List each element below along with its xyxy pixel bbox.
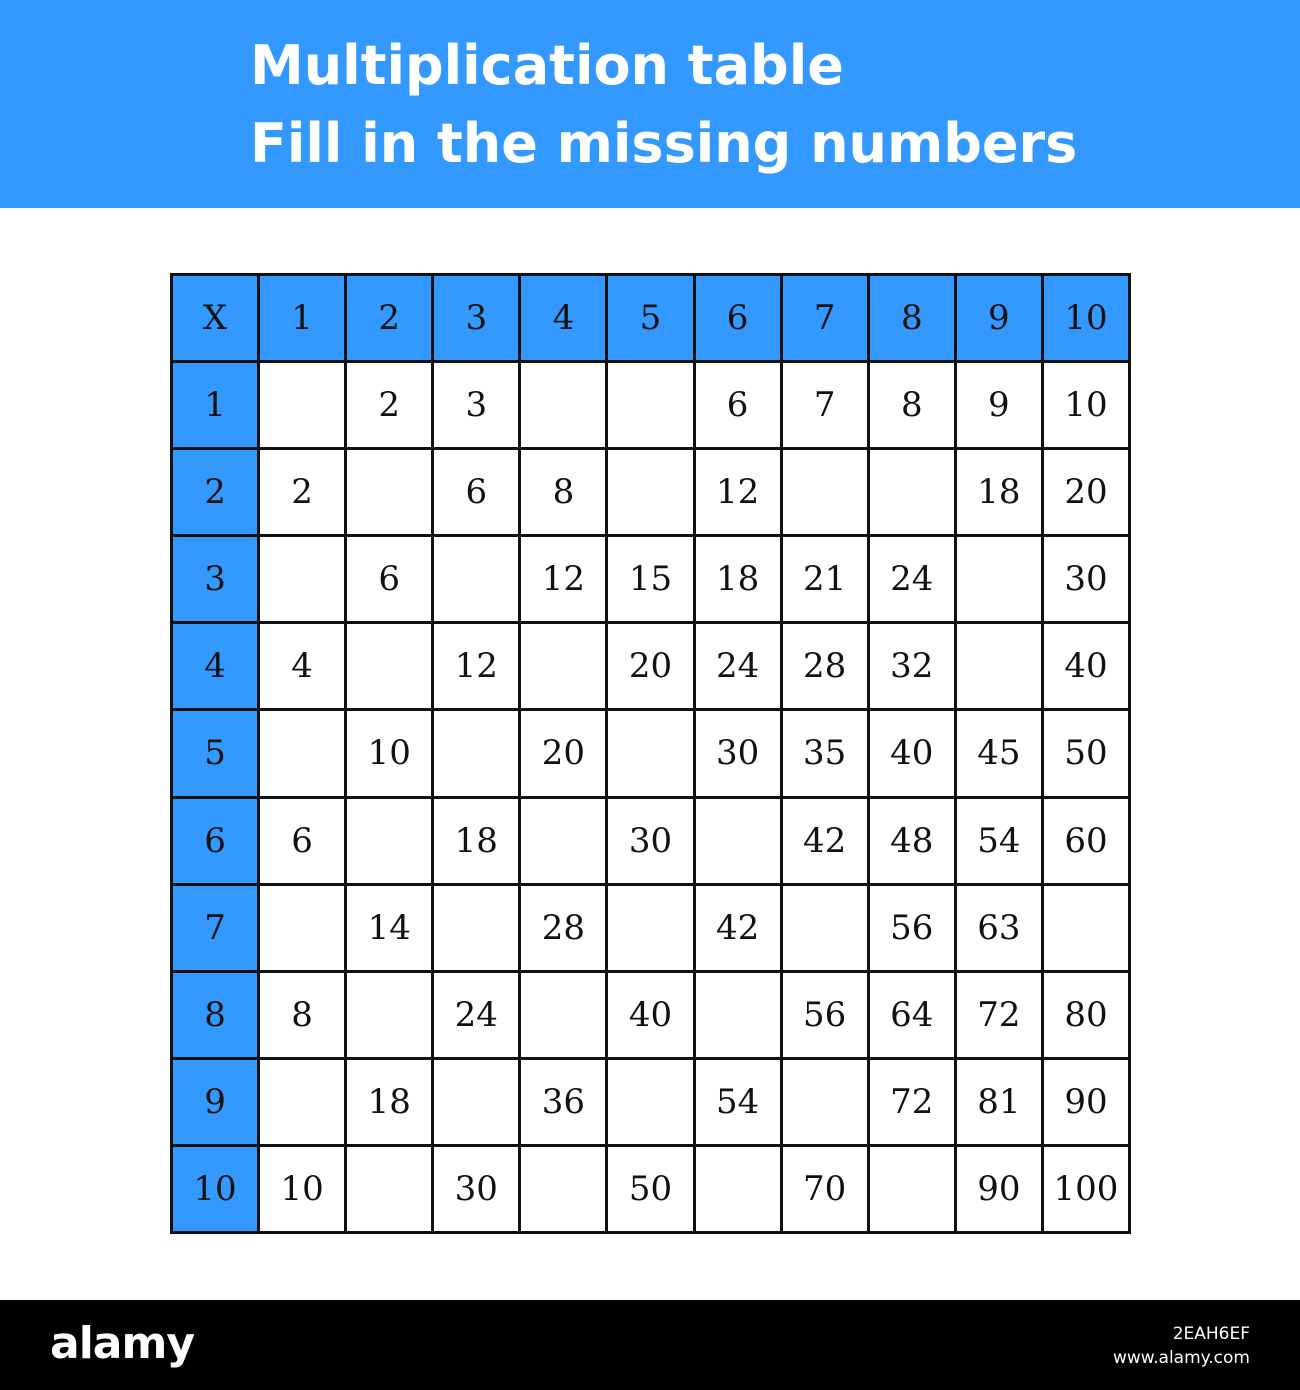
title-line-2: Fill in the missing numbers [250, 112, 1078, 175]
product-cell: 72 [870, 1060, 954, 1144]
product-cell: 8 [260, 973, 344, 1057]
product-cell: 32 [870, 624, 954, 708]
product-cell: 45 [957, 711, 1041, 795]
product-cell: 28 [783, 624, 867, 708]
product-cell: 2 [260, 450, 344, 534]
product-cell: 40 [1044, 624, 1128, 708]
product-cell: 28 [521, 886, 605, 970]
column-header: 9 [957, 276, 1041, 360]
product-cell: 21 [783, 537, 867, 621]
product-cell: 4 [260, 624, 344, 708]
product-cell: 8 [521, 450, 605, 534]
product-cell: 30 [608, 799, 692, 883]
row-header: 5 [173, 711, 257, 795]
blank-answer-cell[interactable] [696, 799, 780, 883]
column-header: 8 [870, 276, 954, 360]
blank-answer-cell[interactable] [608, 450, 692, 534]
product-cell: 60 [1044, 799, 1128, 883]
product-cell: 100 [1044, 1147, 1128, 1231]
blank-answer-cell[interactable] [521, 973, 605, 1057]
product-cell: 36 [521, 1060, 605, 1144]
blank-answer-cell[interactable] [260, 1060, 344, 1144]
product-cell: 7 [783, 363, 867, 447]
blank-answer-cell[interactable] [521, 1147, 605, 1231]
product-cell: 6 [347, 537, 431, 621]
column-header: 2 [347, 276, 431, 360]
product-cell: 18 [434, 799, 518, 883]
row-header: 10 [173, 1147, 257, 1231]
product-cell: 50 [1044, 711, 1128, 795]
product-cell: 8 [870, 363, 954, 447]
row-header: 7 [173, 886, 257, 970]
product-cell: 24 [696, 624, 780, 708]
product-cell: 20 [521, 711, 605, 795]
product-cell: 15 [608, 537, 692, 621]
blank-answer-cell[interactable] [783, 886, 867, 970]
product-cell: 40 [608, 973, 692, 1057]
alamy-logo: alamy [50, 1318, 194, 1369]
row-header: 2 [173, 450, 257, 534]
product-cell: 18 [696, 537, 780, 621]
blank-answer-cell[interactable] [608, 886, 692, 970]
blank-answer-cell[interactable] [434, 537, 518, 621]
blank-answer-cell[interactable] [521, 624, 605, 708]
product-cell: 6 [696, 363, 780, 447]
product-cell: 9 [957, 363, 1041, 447]
product-cell: 3 [434, 363, 518, 447]
blank-answer-cell[interactable] [870, 450, 954, 534]
blank-answer-cell[interactable] [347, 799, 431, 883]
product-cell: 70 [783, 1147, 867, 1231]
product-cell: 18 [347, 1060, 431, 1144]
footer-bar [0, 1300, 1300, 1390]
blank-answer-cell[interactable] [521, 799, 605, 883]
product-cell: 2 [347, 363, 431, 447]
product-cell: 24 [870, 537, 954, 621]
product-cell: 18 [957, 450, 1041, 534]
product-cell: 12 [696, 450, 780, 534]
title-banner [0, 0, 1300, 208]
product-cell: 30 [434, 1147, 518, 1231]
blank-answer-cell[interactable] [783, 1060, 867, 1144]
product-cell: 24 [434, 973, 518, 1057]
column-header: 5 [608, 276, 692, 360]
row-header: 1 [173, 363, 257, 447]
blank-answer-cell[interactable] [957, 537, 1041, 621]
product-cell: 35 [783, 711, 867, 795]
product-cell: 50 [608, 1147, 692, 1231]
product-cell: 63 [957, 886, 1041, 970]
product-cell: 14 [347, 886, 431, 970]
blank-answer-cell[interactable] [434, 886, 518, 970]
title-line-1: Multiplication table [250, 34, 844, 97]
blank-answer-cell[interactable] [608, 363, 692, 447]
product-cell: 90 [957, 1147, 1041, 1231]
row-header: 6 [173, 799, 257, 883]
product-cell: 81 [957, 1060, 1041, 1144]
product-cell: 12 [434, 624, 518, 708]
blank-answer-cell[interactable] [347, 450, 431, 534]
product-cell: 42 [696, 886, 780, 970]
product-cell: 10 [347, 711, 431, 795]
product-cell: 6 [434, 450, 518, 534]
product-cell: 30 [696, 711, 780, 795]
product-cell: 20 [1044, 450, 1128, 534]
column-header: 6 [696, 276, 780, 360]
blank-answer-cell[interactable] [608, 1060, 692, 1144]
blank-answer-cell[interactable] [870, 1147, 954, 1231]
blank-answer-cell[interactable] [260, 363, 344, 447]
blank-answer-cell[interactable] [347, 973, 431, 1057]
product-cell: 10 [260, 1147, 344, 1231]
product-cell: 90 [1044, 1060, 1128, 1144]
product-cell: 54 [696, 1060, 780, 1144]
blank-answer-cell[interactable] [260, 711, 344, 795]
product-cell: 64 [870, 973, 954, 1057]
product-cell: 40 [870, 711, 954, 795]
blank-answer-cell[interactable] [696, 1147, 780, 1231]
blank-answer-cell[interactable] [1044, 886, 1128, 970]
blank-answer-cell[interactable] [608, 711, 692, 795]
column-header: 1 [260, 276, 344, 360]
image-id-block [1113, 1322, 1250, 1370]
column-header: 10 [1044, 276, 1128, 360]
product-cell: 56 [870, 886, 954, 970]
product-cell: 42 [783, 799, 867, 883]
product-cell: 6 [260, 799, 344, 883]
product-cell: 80 [1044, 973, 1128, 1057]
product-cell: 20 [608, 624, 692, 708]
row-header: 8 [173, 973, 257, 1057]
image-id: 2EAH6EF [1172, 1324, 1250, 1344]
product-cell: 30 [1044, 537, 1128, 621]
blank-answer-cell[interactable] [434, 711, 518, 795]
corner-cell: X [173, 276, 257, 360]
column-header: 4 [521, 276, 605, 360]
blank-answer-cell[interactable] [260, 886, 344, 970]
product-cell: 54 [957, 799, 1041, 883]
product-cell: 56 [783, 973, 867, 1057]
row-header: 9 [173, 1060, 257, 1144]
product-cell: 12 [521, 537, 605, 621]
blank-answer-cell[interactable] [521, 363, 605, 447]
blank-answer-cell[interactable] [696, 973, 780, 1057]
row-header: 3 [173, 537, 257, 621]
site-url: www.alamy.com [1112, 1348, 1250, 1368]
column-header: 7 [783, 276, 867, 360]
blank-answer-cell[interactable] [434, 1060, 518, 1144]
product-cell: 72 [957, 973, 1041, 1057]
blank-answer-cell[interactable] [957, 624, 1041, 708]
product-cell: 10 [1044, 363, 1128, 447]
blank-answer-cell[interactable] [347, 1147, 431, 1231]
row-header: 4 [173, 624, 257, 708]
blank-answer-cell[interactable] [347, 624, 431, 708]
product-cell: 48 [870, 799, 954, 883]
column-header: 3 [434, 276, 518, 360]
blank-answer-cell[interactable] [783, 450, 867, 534]
blank-answer-cell[interactable] [260, 537, 344, 621]
multiplication-grid [170, 273, 1131, 1234]
